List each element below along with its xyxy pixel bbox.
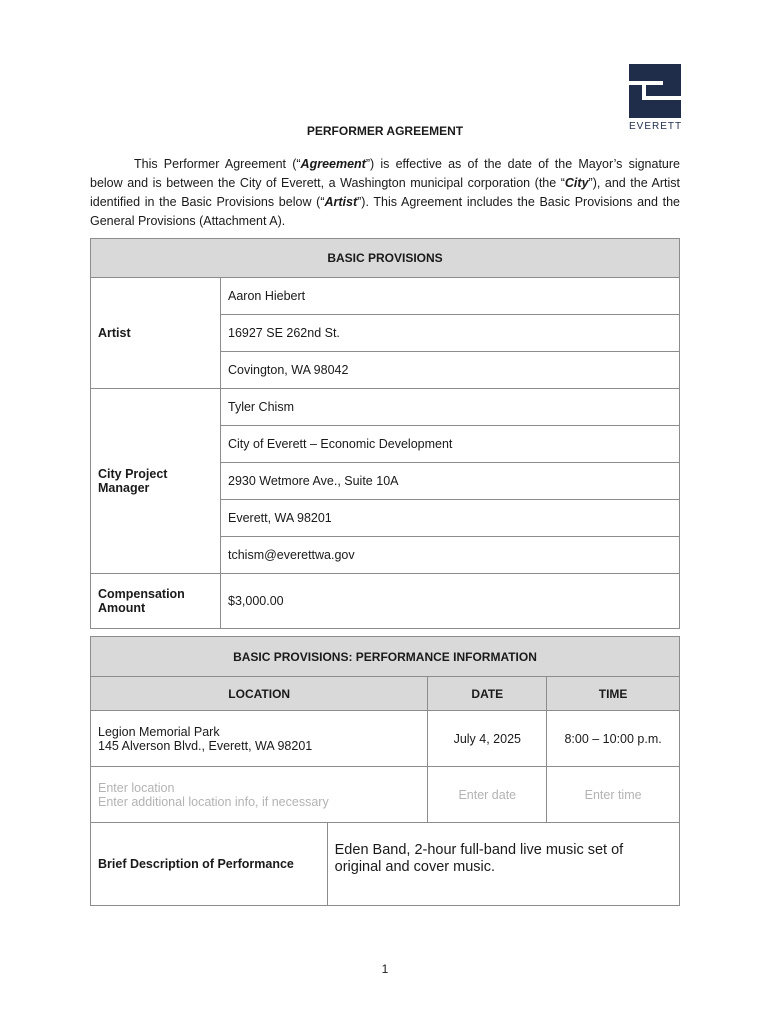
time-input[interactable]: Enter time (547, 767, 680, 823)
performance-header: BASIC PROVISIONS: PERFORMANCE INFORMATION (91, 637, 680, 677)
location-column-header: LOCATION (91, 677, 428, 711)
description-label: Brief Description of Performance (91, 823, 328, 906)
artist-address-2: Covington, WA 98042 (221, 352, 680, 389)
date-column-header: DATE (428, 677, 547, 711)
everett-logo-mark (629, 64, 681, 118)
manager-email: tchism@everettwa.gov (221, 537, 680, 574)
location-input[interactable] (91, 767, 428, 823)
manager-address-1: 2930 Wetmore Ave., Suite 10A (221, 463, 680, 500)
basic-provisions-table (90, 238, 680, 629)
time-cell-1: 8:00 – 10:00 p.m. (547, 711, 680, 767)
location-name-1: Legion Memorial Park (98, 724, 220, 739)
everett-logo (629, 64, 681, 132)
logo-text: EVERETT (629, 121, 683, 132)
location-info-placeholder[interactable]: Enter additional location info, if necessary (98, 794, 329, 809)
manager-dept: City of Everett – Economic Development (221, 426, 680, 463)
artist-name: Aaron Hiebert (221, 278, 680, 315)
artist-address-1: 16927 SE 262nd St. (221, 315, 680, 352)
performance-table (90, 636, 680, 906)
date-cell-1: July 4, 2025 (428, 711, 547, 767)
location-placeholder[interactable]: Enter location (98, 780, 175, 795)
document-title: PERFORMER AGREEMENT (306, 124, 464, 138)
description-value: Eden Band, 2-hour full-band live music set of original and cover music. (327, 823, 679, 906)
intro-text: This Performer Agreement (“Agreement”) is effective as of the date of the Mayor’s signature below and is between the City of Everett, a Washington municipal corporation (the “City”), and the Artist identified in the Basic Provisions below (“Artist”). This Agreement includes the Basic Provisions and the General Provisions (Attachment A). (90, 157, 680, 228)
location-address-1: 145 Alverson Blvd., Everett, WA 98201 (98, 738, 313, 753)
intro-paragraph (90, 155, 680, 231)
manager-address-2: Everett, WA 98201 (221, 500, 680, 537)
compensation-label: Compensation Amount (91, 574, 221, 629)
time-column-header: TIME (547, 677, 680, 711)
location-cell-1 (91, 711, 428, 767)
manager-name: Tyler Chism (221, 389, 680, 426)
compensation-value: $3,000.00 (221, 574, 680, 629)
date-input[interactable]: Enter date (428, 767, 547, 823)
manager-label: City Project Manager (91, 389, 221, 574)
page-number: 1 (381, 962, 389, 976)
artist-label: Artist (91, 278, 221, 389)
basic-provisions-header: BASIC PROVISIONS (91, 239, 680, 278)
